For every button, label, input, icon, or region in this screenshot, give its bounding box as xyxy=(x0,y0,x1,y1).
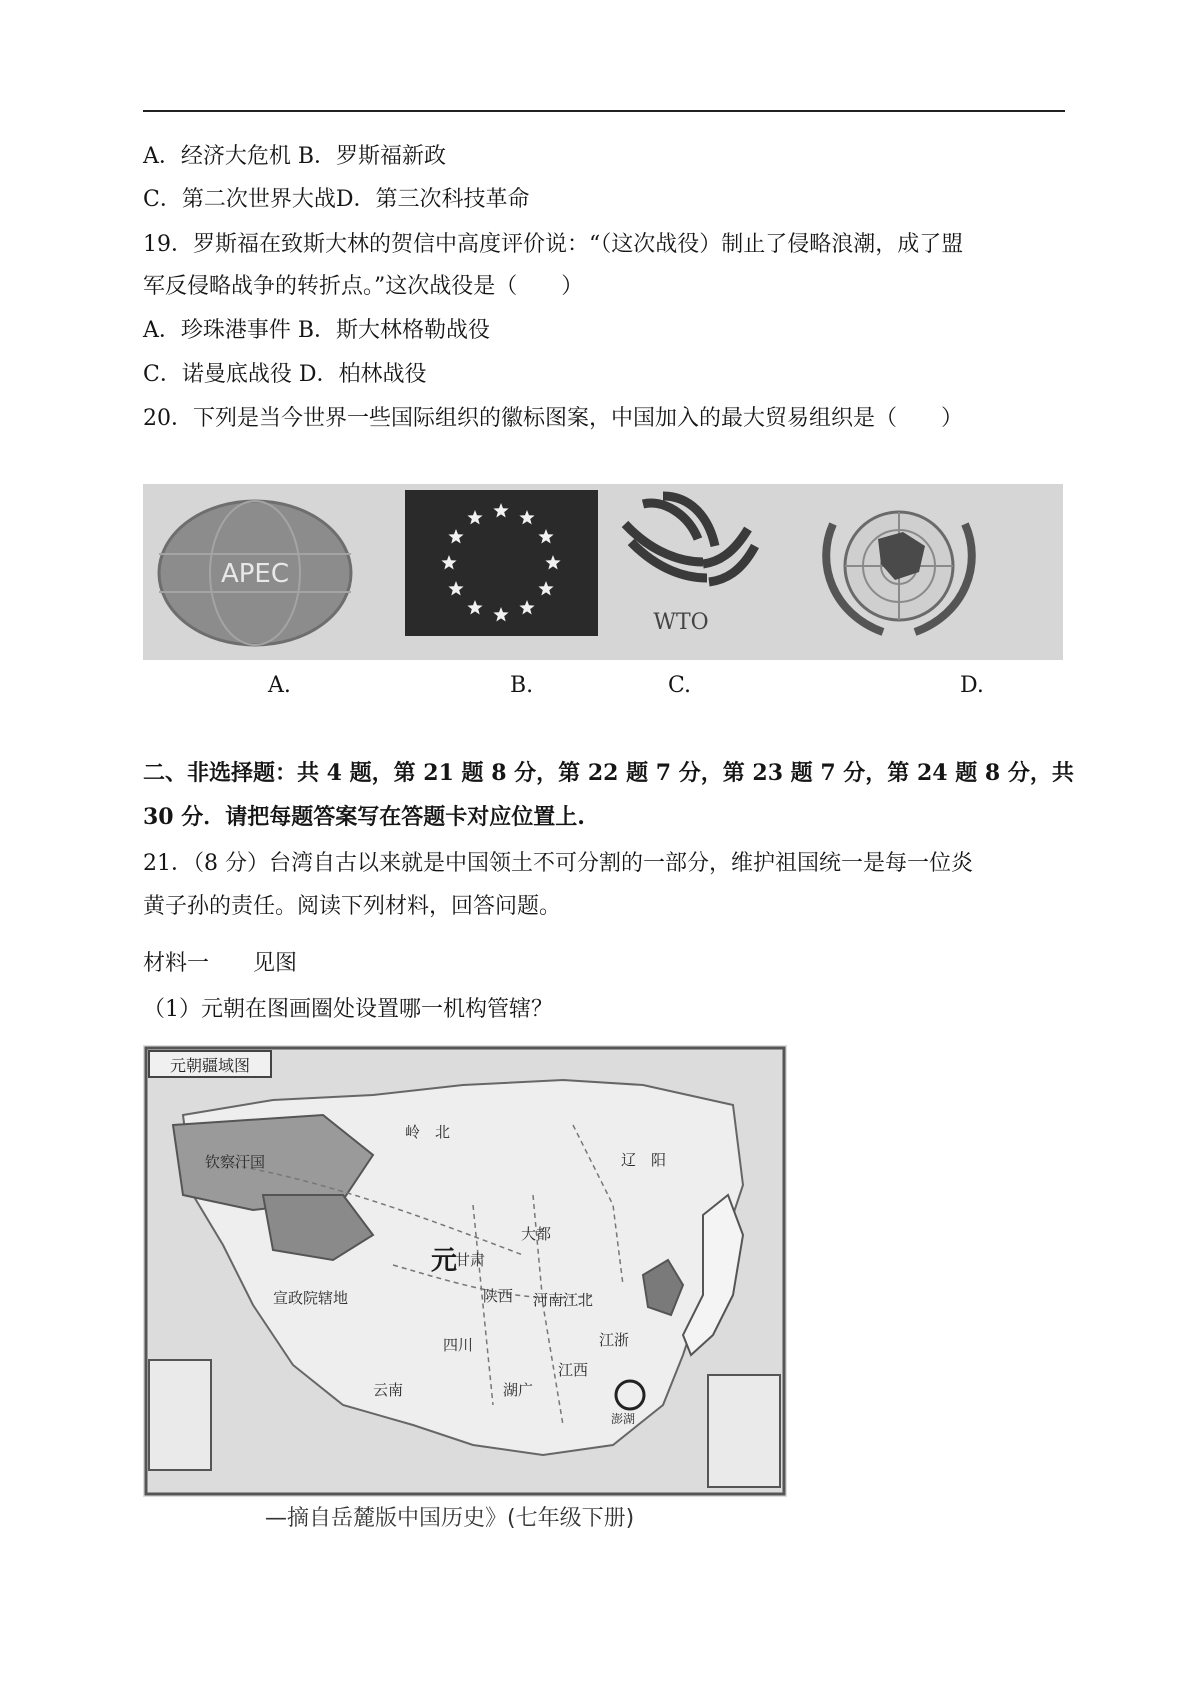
option-label-b: B. xyxy=(510,673,534,698)
section2-heading-line2: 30 分．请把每题答案写在答题卡对应位置上. xyxy=(143,804,585,830)
wto-text: WTO xyxy=(653,610,709,635)
q21-stem-line2: 黄子孙的责任。阅读下列材料，回答问题。 xyxy=(143,894,562,919)
inset-map-right xyxy=(708,1375,780,1487)
q19-options-line2: C．诺曼底战役 D．柏林战役 xyxy=(143,362,427,387)
map-label-shaanxi: 陕西 xyxy=(483,1287,514,1305)
q21-sub-question-1: （1）元朝在图画圈处设置哪一机构管辖？ xyxy=(143,997,553,1022)
organization-logos-image xyxy=(143,484,1063,660)
section2-heading-line1: 二、非选择题：共 4 题，第 21 题 8 分，第 22 题 7 分，第 23 题 7 分，第 24 题 8 分，共 xyxy=(143,760,1074,786)
map-label-henan: 河南江北 xyxy=(533,1291,594,1309)
map-label-sichuan: 四川 xyxy=(443,1336,474,1354)
map-label-dadu: 大都 xyxy=(521,1225,552,1243)
map-label-huguang: 湖广 xyxy=(503,1381,534,1399)
apec-text: APEC xyxy=(220,559,290,589)
q19-options-line1: A．珍珠港事件 B．斯大林格勒战役 xyxy=(143,318,491,343)
map-label-yuan: 元 xyxy=(431,1246,458,1276)
q21-material-label: 材料一 见图 xyxy=(143,951,298,976)
header-rule xyxy=(143,110,1065,112)
apec-logo xyxy=(159,501,351,645)
map-label-lingbei: 岭 北 xyxy=(405,1123,451,1141)
q18-options-line2: C．第二次世界大战D．第三次科技革命 xyxy=(143,187,530,212)
map-label-qincha: 钦察汗国 xyxy=(205,1153,266,1171)
q20-stem: 20．下列是当今世界一些国际组织的徽标图案，中国加入的最大贸易组织是（ ） xyxy=(143,406,963,431)
option-label-c: C. xyxy=(668,673,692,698)
map-label-liaoyang: 辽 阳 xyxy=(621,1151,667,1169)
eu-flag-logo xyxy=(405,490,598,636)
map-label-jiangxi: 江西 xyxy=(558,1361,589,1379)
q18-options-line1: A．经济大危机 B．罗斯福新政 xyxy=(143,144,447,169)
map-label-gansu: 甘肃 xyxy=(455,1251,486,1269)
option-label-a: A. xyxy=(268,673,291,698)
map-label-xizang: 宣政院辖地 xyxy=(273,1289,349,1307)
q19-stem-line2: 军反侵略战争的转折点。”这次战役是（ ） xyxy=(143,274,584,299)
option-label-d: D. xyxy=(960,673,984,698)
q21-stem-line1: 21．（8 分）台湾自古以来就是中国领土不可分割的一部分，维护祖国统一是每一位炎 xyxy=(143,851,973,876)
map-label-penghu: 澎湖 xyxy=(611,1412,636,1426)
map-label-yunnan: 云南 xyxy=(373,1381,404,1399)
inset-map-left xyxy=(149,1360,211,1470)
map-caption: —摘自岳麓版中国历史》(七年级下册) xyxy=(265,1506,635,1531)
map-label-jiangzhe: 江浙 xyxy=(599,1331,630,1349)
yuan-territory-map xyxy=(143,1045,787,1497)
map-title: 元朝疆域图 xyxy=(169,1056,251,1075)
q19-stem-line1: 19．罗斯福在致斯大林的贺信中高度评价说：“（这次战役）制止了侵略浪潮，成了盟 xyxy=(143,232,964,257)
